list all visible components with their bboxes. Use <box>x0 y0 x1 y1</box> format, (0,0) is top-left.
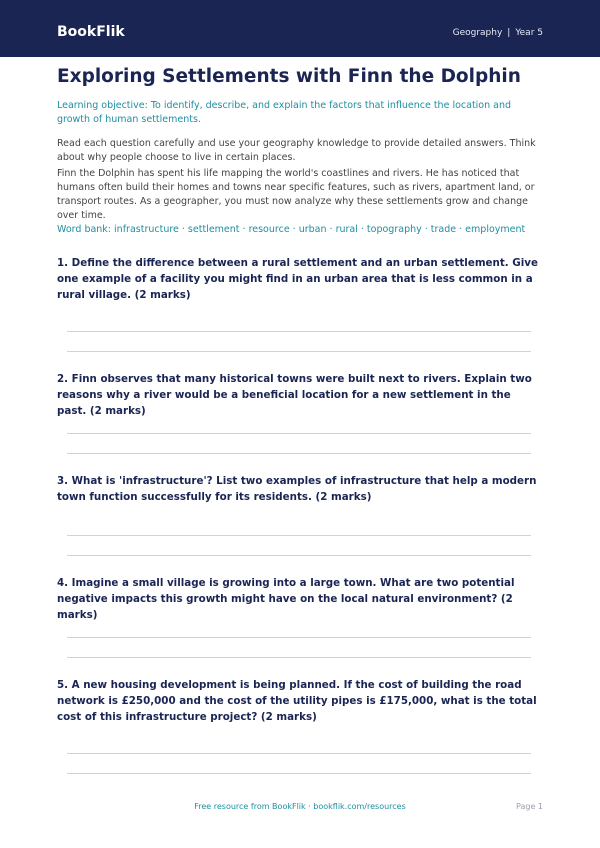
answer-line[interactable] <box>67 637 531 638</box>
page-title: Exploring Settlements with Finn the Dolphin <box>57 66 521 87</box>
question-text: 5. A new housing development is being planned. If the cost of building the road network is £250,000 and the cost of the utility pipes is £175,000, what is the total cost of this infrastructure project? (2 marks) <box>57 679 537 723</box>
word-bank: Word bank: infrastructure · settlement · resource · urban · rural · topography · trade · employment <box>57 224 526 235</box>
answer-line[interactable] <box>67 331 531 332</box>
page-number: Page 1 <box>516 802 543 811</box>
header-bar <box>0 0 600 57</box>
story-paragraph: Finn the Dolphin has spent his life mapping the world's coastlines and rivers. He has noticed that humans often build their homes and towns near specific features, such as rivers, apartment land, or transport routes. As a geographer, you must now analyze why these settlements grow and change over time. <box>57 168 535 221</box>
brand-logo[interactable]: BookFlik <box>57 24 125 40</box>
answer-line[interactable] <box>67 433 531 434</box>
question-text: 1. Define the difference between a rural settlement and an urban settlement. Give one example of a facility you might find in an urban area that is less common in a rural village. (2 marks) <box>57 257 538 301</box>
question-4 <box>57 575 543 623</box>
question-5 <box>57 677 543 725</box>
footer-link[interactable]: Free resource from BookFlik · bookflik.com/resources <box>194 802 406 811</box>
answer-line[interactable] <box>67 555 531 556</box>
answer-line[interactable] <box>67 753 531 754</box>
question-2 <box>57 371 543 419</box>
question-text: 2. Finn observes that many historical towns were built next to rivers. Explain two reasons why a river would be a beneficial location for a new settlement in the past. (2 marks) <box>57 373 532 417</box>
header-meta <box>453 27 543 39</box>
answer-line[interactable] <box>67 657 531 658</box>
question-1 <box>57 255 543 303</box>
answer-line[interactable] <box>67 773 531 774</box>
answer-line[interactable] <box>67 453 531 454</box>
year-label: Year 5 <box>515 28 543 38</box>
answer-line[interactable] <box>67 351 531 352</box>
separator: | <box>507 28 511 38</box>
question-text: 3. What is 'infrastructure'? List two examples of infrastructure that help a modern town function successfully for its residents. (2 marks) <box>57 475 537 503</box>
intro-paragraph: Read each question carefully and use your geography knowledge to provide detailed answers. Think about why people choose to live in certain places. <box>57 138 536 163</box>
question-3 <box>57 473 543 505</box>
subject-label: Geography <box>452 28 503 38</box>
question-text: 4. Imagine a small village is growing into a large town. What are two potential negative impacts this growth might have on the local natural environment? (2 marks) <box>57 577 515 621</box>
answer-line[interactable] <box>67 535 531 536</box>
learning-objective: Learning objective: To identify, describe, and explain the factors that influence the location and growth of human settlements. <box>57 100 512 125</box>
